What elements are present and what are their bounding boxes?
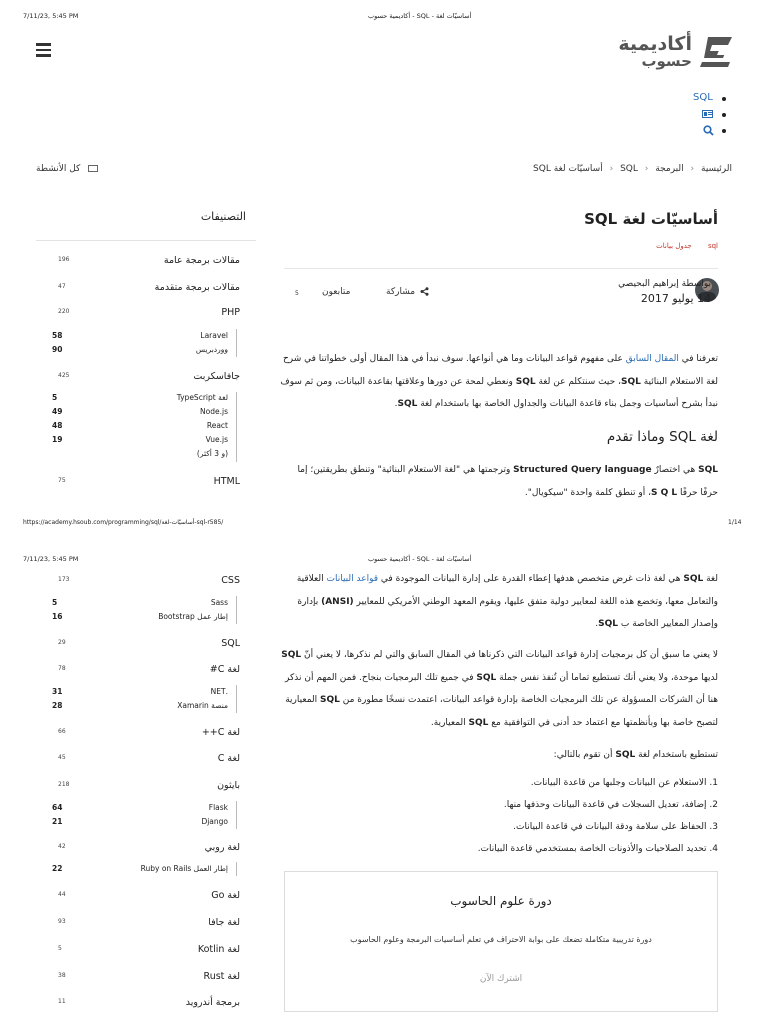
sidebar-subcategory[interactable] xyxy=(36,612,236,624)
category-name: جافاسكربت xyxy=(193,371,240,382)
category-count: 220 xyxy=(58,308,70,315)
bullet xyxy=(722,97,726,101)
sidebar-category[interactable] xyxy=(36,575,240,589)
subcategory-name: إطار العمل Ruby on Rails xyxy=(140,864,228,873)
sidebar-category[interactable] xyxy=(36,255,240,269)
category-name: لغة جافا xyxy=(208,917,240,928)
sidebar-more-link[interactable] xyxy=(36,449,236,461)
list-item: 1. الاستعلام عن البيانات وجلبها من قاعدة البيانات. xyxy=(530,778,718,788)
sidebar-subcategory[interactable] xyxy=(36,864,236,876)
list-item: 3. الحفاظ على سلامة ودقة البيانات في قاعدة البيانات. xyxy=(513,822,718,832)
list-item: 4. تحديد الصلاحيات والأذونات الخاصة بمستخدمي قاعدة البيانات. xyxy=(477,844,718,854)
followers-label[interactable]: متابعون xyxy=(322,287,351,297)
subcategory-name: Flask xyxy=(208,803,228,812)
article-paragraph: تستطيع باستخدام لغة SQL أن تقوم بالتالي: xyxy=(553,750,718,760)
subcategory-name: Vue.js xyxy=(205,435,228,444)
tag-list xyxy=(656,242,718,250)
article-intro: تعرفنا في المقال السابق على مفهوم قواعد البيانات وما هي أنواعها. سوف نبدأ في هذا المقال أولى خطواتنا في شرح لغة الاستعلام البنائية SQL، حيث سنتكلم عن لغة SQL ونعطي لمحة عن دورها وعلاقتها بقاعدة البيانات، ومن ثم سوف نبدأ بشرح أساسيات وجمل بناء قاعدة البيانات والجداول الخاصة بها باستخدام لغة SQL. xyxy=(280,354,718,409)
sidebar-category[interactable] xyxy=(36,997,240,1011)
share-label: مشاركة xyxy=(386,287,416,297)
sidebar-subcategory[interactable] xyxy=(36,817,236,829)
newspaper-icon[interactable] xyxy=(702,110,713,118)
subcategory-name: .NET xyxy=(210,687,228,696)
logo[interactable] xyxy=(616,33,736,73)
sidebar-category[interactable] xyxy=(36,638,240,652)
subcategory-count: 21 xyxy=(52,817,63,826)
divider xyxy=(36,240,256,241)
breadcrumb-current: أساسيّات لغة SQL xyxy=(533,164,603,174)
category-name: لغة روبي xyxy=(204,842,240,853)
category-name: برمجة أندرويد xyxy=(185,997,240,1008)
category-name: CSS xyxy=(221,575,240,586)
category-count: 29 xyxy=(58,639,66,646)
print-title: أكاديمية حسوب - SQL - أساسيّات لغة xyxy=(368,555,472,563)
category-name: لغة C++ xyxy=(201,727,240,738)
category-name: لغة Rust xyxy=(203,971,240,982)
activities-icon xyxy=(88,165,98,172)
print-datetime: 7/11/23, 5:45 PM xyxy=(23,12,79,20)
sidebar-category[interactable] xyxy=(36,780,240,794)
author-name[interactable]: بواسطة إبراهيم البحيصي xyxy=(618,279,711,289)
bullet xyxy=(722,113,726,117)
databases-link[interactable]: قواعد البيانات xyxy=(326,574,379,584)
category-count: 45 xyxy=(58,754,66,761)
subcategory-name: Node.js xyxy=(200,407,228,416)
publish-date: 14 يوليو 2017 xyxy=(640,292,711,305)
subscribe-button[interactable]: اشترك الآن xyxy=(479,974,523,984)
subcategory-count: 19 xyxy=(52,435,63,444)
print-title: أكاديمية حسوب - SQL - أساسيّات لغة xyxy=(368,12,472,20)
sidebar-subcategory[interactable] xyxy=(36,407,236,419)
category-count: 44 xyxy=(58,891,66,898)
article-paragraph: SQL هي اختصارٌ Structured Query language وترجمتها هي "لغة الاستعلام البنائية" وتنطق بطريقتين؛ إما حرفًا حرفًا S Q L، أو تنطق كلمة واحدة "سيكويال". xyxy=(297,465,718,498)
menu-icon[interactable] xyxy=(36,43,51,57)
category-count: 75 xyxy=(58,477,66,484)
sidebar-category[interactable] xyxy=(36,917,240,931)
subcategory-count: 31 xyxy=(52,687,63,696)
chevron-left-icon: ‹ xyxy=(690,164,695,174)
tag[interactable]: جدول بيانات xyxy=(656,242,692,250)
sidebar-subcategory[interactable] xyxy=(36,803,236,815)
sidebar-subcategory[interactable] xyxy=(36,421,236,433)
subcategory-name: (و 3 أكثر) xyxy=(196,449,228,458)
subcategory-name: Laravel xyxy=(200,331,228,340)
sidebar-subcategory[interactable] xyxy=(36,345,236,357)
logo-text-line2: حسوب xyxy=(641,52,692,70)
divider xyxy=(284,268,718,269)
promo-description: دورة تدريبية متكاملة تضعك على بوابة الاحتراف في تعلم أساسيات البرمجة وعلوم الحاسوب xyxy=(350,935,652,944)
logo-text-line1: أكاديمية xyxy=(618,33,692,55)
sidebar-subcategory[interactable] xyxy=(36,687,236,699)
divider xyxy=(236,392,237,462)
category-count: 11 xyxy=(58,998,66,1005)
category-count: 47 xyxy=(58,283,66,290)
sidebar-category[interactable] xyxy=(36,944,240,958)
category-name: لغة Go xyxy=(211,890,240,901)
sidebar-subcategory[interactable] xyxy=(36,393,236,405)
nav-list xyxy=(693,92,733,140)
sidebar-category[interactable] xyxy=(36,371,240,385)
previous-article-link[interactable]: المقال السابق xyxy=(625,354,679,364)
chevron-left-icon: ‹ xyxy=(644,164,649,174)
breadcrumb-sql[interactable]: SQL xyxy=(620,164,638,174)
category-name: بايثون xyxy=(217,780,240,791)
category-name: لغة C# xyxy=(209,664,240,675)
category-count: 93 xyxy=(58,918,66,925)
nav-item-sql[interactable]: SQL xyxy=(693,92,713,103)
breadcrumb xyxy=(533,164,732,174)
sidebar-category[interactable] xyxy=(36,842,240,856)
category-count: 38 xyxy=(58,972,66,979)
share-icon xyxy=(420,287,429,296)
sidebar-category[interactable] xyxy=(36,971,240,985)
subcategory-name: ووردبريس xyxy=(195,345,228,354)
sidebar-category[interactable] xyxy=(36,307,240,321)
promo-title: دورة علوم الحاسوب xyxy=(450,894,552,908)
subcategory-count: 5 xyxy=(52,598,58,607)
sidebar-subcategory[interactable] xyxy=(36,701,236,713)
category-name: مقالات برمجة عامة xyxy=(163,255,240,266)
category-count: 196 xyxy=(58,256,70,263)
sidebar-subcategory[interactable] xyxy=(36,331,236,343)
category-name: مقالات برمجة متقدمة xyxy=(154,282,240,293)
all-activities-label: كل الأنشطة xyxy=(36,164,81,174)
category-name: HTML xyxy=(213,476,240,487)
category-name: لغة C xyxy=(217,753,240,764)
article-paragraph: لا يعني ما سبق أن كل برمجيات إدارة قواعد البيانات التي ذكرناها في المقال السابق والتي لم نذكرها، لا يعني أنّ SQL لديها موحدة، ولا يعني أنك تستطيع تماما أن تُنفذ نفس جملة SQL في جميع تلك البرمجيات بنجاح. فمن المهم أن نذكر هنا أن الشركات المسؤولة عن تلك البرمجيات الخاصة بإدارة قواعد البيانات، اعتمدت نسخًا مطورة من SQL المعيارية لتصبح خاصة بها وبأنظمتها مع اعتماد حد أدنى في التوافقية مع SQL المعيارية. xyxy=(281,650,718,728)
divider xyxy=(236,685,237,713)
subcategory-count: 5 xyxy=(52,393,58,402)
breadcrumb-programming[interactable]: البرمجة xyxy=(655,164,684,174)
sidebar-category[interactable] xyxy=(36,727,240,741)
sidebar-title: التصنيفات xyxy=(200,210,246,223)
subcategory-name: لغة TypeScript xyxy=(176,393,228,402)
breadcrumb-home[interactable]: الرئيسية xyxy=(701,164,732,174)
all-activities-link[interactable] xyxy=(36,164,98,174)
logo-mark-icon xyxy=(698,34,736,70)
subcategory-name: إطار عمل Bootstrap xyxy=(158,612,228,621)
subcategory-count: 16 xyxy=(52,612,63,621)
course-promo-card xyxy=(284,871,718,1012)
section-heading: لغة SQL وماذا تقدم xyxy=(606,429,718,445)
article-title: أساسيّات لغة SQL xyxy=(584,210,718,228)
subcategory-count: 49 xyxy=(52,407,63,416)
category-count: 78 xyxy=(58,665,66,672)
divider xyxy=(236,801,237,829)
category-count: 42 xyxy=(58,843,66,850)
category-count: 218 xyxy=(58,781,70,788)
subcategory-count: 22 xyxy=(52,864,63,873)
sidebar-subcategory[interactable] xyxy=(36,598,236,610)
subcategory-count: 48 xyxy=(52,421,63,430)
sidebar-subcategory[interactable] xyxy=(36,435,236,447)
tag[interactable]: sql xyxy=(707,242,718,250)
article-paragraph: لغة SQL هي لغة ذات غرض متخصص هدفها إعطاء القدرة على إدارة البيانات الموجودة في قواعد البيانات العلاقية والتعامل معها، وتخضع هذه اللغة لمعايير دولية متفق عليها، ويقوم المعهد الوطني الأمريكي للمعايير (ANSI) بإدارة وإصدار المعايير الخاصة ب SQL. xyxy=(296,574,718,629)
print-page-number: 1/14 xyxy=(728,519,742,526)
search-icon[interactable] xyxy=(703,125,714,136)
sidebar-category[interactable] xyxy=(36,664,240,678)
print-url: https://academy.hsoub.com/programming/sql/أساسيّات-لغة-sql-r585/ xyxy=(23,519,224,526)
category-count: 425 xyxy=(58,372,70,379)
sidebar-category[interactable] xyxy=(36,753,240,767)
sidebar-category[interactable] xyxy=(36,890,240,904)
category-count: 66 xyxy=(58,728,66,735)
share-button[interactable] xyxy=(386,287,429,297)
subcategory-name: React xyxy=(206,421,228,430)
divider xyxy=(236,862,237,876)
bullet xyxy=(722,129,726,133)
category-count: 173 xyxy=(58,576,70,583)
subcategory-count: 28 xyxy=(52,701,63,710)
list-item: 2. إضافة، تعديل السجلات في قاعدة البيانات وحذفها منها. xyxy=(503,800,718,810)
print-datetime: 7/11/23, 5:45 PM xyxy=(23,555,79,563)
divider xyxy=(236,596,237,624)
sidebar-category[interactable] xyxy=(36,476,240,490)
subcategory-count: 58 xyxy=(52,331,63,340)
chevron-left-icon: ‹ xyxy=(609,164,614,174)
category-name: PHP xyxy=(221,307,240,318)
subcategory-count: 90 xyxy=(52,345,63,354)
category-name: SQL xyxy=(221,638,240,649)
sidebar-category[interactable] xyxy=(36,282,240,296)
subcategory-name: منصة Xamarin xyxy=(177,701,228,710)
divider xyxy=(236,329,237,357)
subcategory-count: 64 xyxy=(52,803,63,812)
category-count: 5 xyxy=(58,945,62,952)
subcategory-name: Sass xyxy=(210,598,228,607)
subcategory-name: Django xyxy=(201,817,228,826)
category-name: لغة Kotlin xyxy=(197,944,240,955)
followers-count: 5 xyxy=(295,290,299,297)
